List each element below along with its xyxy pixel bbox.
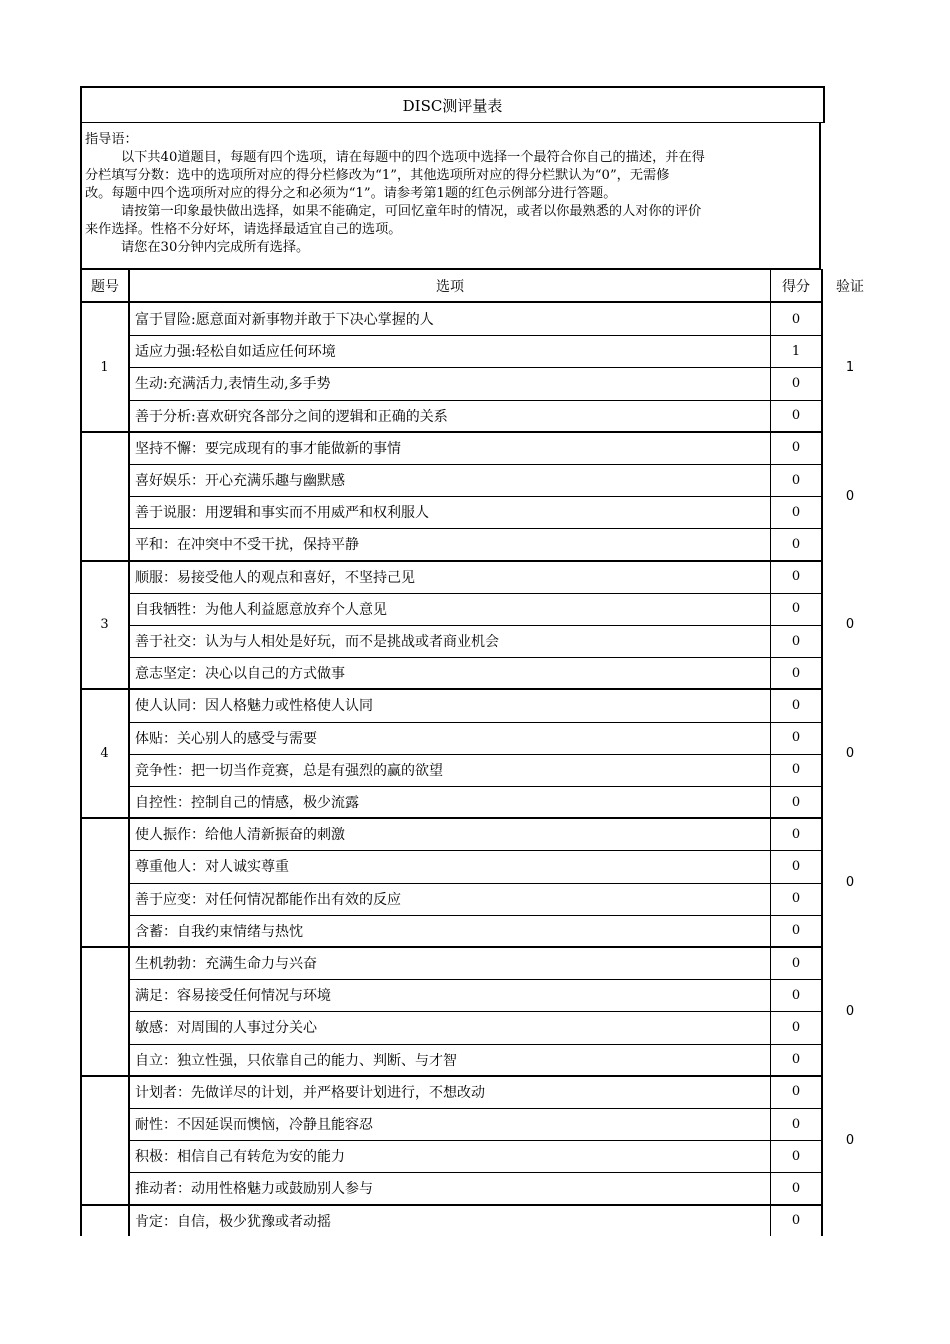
grid-line [129,1108,823,1109]
grid-line [770,432,771,561]
option-text: 善于说服：用逻辑和事实而不用威严和权利服人 [135,505,429,522]
grid-line [129,593,823,594]
verify-value: 0 [845,488,855,504]
score-cell[interactable]: 0 [791,633,801,649]
score-cell[interactable]: 0 [791,987,801,1003]
instructions-line: 改。每题中四个选项所对应的得分之和必须为“1”。请参考第1题的红色示例部分进行答题。 [85,186,617,201]
score-cell[interactable]: 0 [791,665,801,681]
grid-line [129,367,823,368]
option-text: 顺服：易接受他人的观点和喜好，不坚持己见 [135,569,415,586]
header-option: 选项 [436,279,464,295]
verify-value: 0 [845,746,855,762]
grid-line [129,400,823,401]
verify-value: 0 [845,1003,855,1019]
grid-line [770,689,771,818]
verify-value: 0 [845,875,855,891]
option-text: 生动:充满活力,表情生动,多手势 [135,376,331,393]
grid-line [129,883,823,884]
score-cell[interactable]: 0 [791,1019,801,1035]
verify-value: 0 [845,617,855,633]
instructions-line: 来作选择。性格不分好坏，请选择最适宜自己的选项。 [85,222,402,237]
option-text: 推动者：动用性格魅力或鼓励别人参与 [135,1181,373,1198]
option-text: 自立：独立性强，只依靠自己的能力、判断、与才智 [135,1052,457,1069]
grid-line [770,303,771,432]
option-text: 善于社交：认为与人相处是好玩，而不是挑战或者商业机会 [135,634,499,651]
grid-line [128,303,130,432]
score-cell[interactable]: 0 [791,1213,801,1229]
instructions-line: 请您在30分钟内完成所有选择。 [121,240,310,255]
grid-line [128,818,130,947]
grid-line [128,1205,130,1236]
grid-line [129,464,823,465]
grid-line [821,947,823,1076]
grid-line [129,657,823,658]
instructions [80,122,821,269]
score-cell[interactable]: 0 [791,311,801,327]
grid-line [80,947,82,1076]
score-cell[interactable]: 0 [791,536,801,552]
score-cell[interactable]: 0 [791,1052,801,1068]
grid-line [128,561,130,690]
question-number [80,432,129,561]
score-cell[interactable]: 0 [791,1148,801,1164]
option-text: 自我牺牲：为他人利益愿意放弃个人意见 [135,601,387,618]
score-cell[interactable]: 0 [791,569,801,585]
score-cell[interactable]: 0 [791,504,801,520]
score-cell[interactable]: 1 [791,343,801,359]
option-text: 计划者：先做详尽的计划，并严格要计划进行，不想改动 [135,1084,485,1101]
grid-line [128,1076,130,1205]
option-text: 富于冒险:愿意面对新事物并敢于下决心掌握的人 [135,312,434,329]
score-cell[interactable]: 0 [791,858,801,874]
option-text: 自控性：控制自己的情感，极少流露 [135,795,359,812]
score-cell[interactable]: 0 [791,891,801,907]
instructions-label: 指导语： [85,132,138,147]
grid-line [80,269,823,270]
option-text: 坚持不懈：要完成现有的事才能做新的事情 [135,440,401,457]
option-text: 满足：容易接受任何情况与环境 [135,988,331,1005]
question-number [80,818,129,947]
grid-line [128,947,130,1076]
score-cell[interactable]: 0 [791,472,801,488]
grid-line [80,1205,82,1236]
score-cell[interactable]: 0 [791,1084,801,1100]
grid-line [770,1205,771,1236]
grid-line [770,269,771,302]
instructions-line: 以下共40道题目，每题有四个选项，请在每题中的四个选项中选择一个最符合你自己的描述，并在得 [121,150,705,165]
option-text: 耐性：不因延误而懊恼，冷静且能容忍 [135,1117,373,1134]
verify-value: 0 [845,1132,855,1148]
grid-line [821,303,823,432]
score-cell[interactable]: 0 [791,730,801,746]
score-cell[interactable]: 0 [791,923,801,939]
grid-line [129,722,823,723]
option-text: 使人认同：因人格魅力或性格使人认同 [135,698,373,715]
grid-line [129,786,823,787]
grid-line [80,269,82,302]
grid-line [129,915,823,916]
grid-line [129,335,823,336]
grid-line [821,818,823,947]
option-text: 平和：在冲突中不受干扰，保持平静 [135,537,359,554]
score-cell[interactable]: 0 [791,826,801,842]
grid-line [821,269,823,302]
grid-line [129,528,823,529]
grid-line [129,754,823,755]
header-number: 题号 [91,279,119,295]
question-number [80,947,129,1076]
score-cell[interactable]: 0 [791,440,801,456]
grid-line [128,689,130,818]
header-score: 得分 [782,279,810,295]
score-cell[interactable]: 0 [791,697,801,713]
grid-line [128,432,130,561]
option-text: 尊重他人：对人诚实尊重 [135,859,289,876]
grid-line [821,432,823,561]
grid-line [128,269,130,302]
grid-line [821,561,823,690]
header-verify: 验证 [836,279,864,295]
option-text: 竞争性：把一切当作竞赛，总是有强烈的赢的欲望 [135,762,443,779]
question-number [80,1076,129,1205]
grid-line [129,1044,823,1045]
verify-value: 1 [845,359,855,375]
score-cell[interactable]: 0 [791,408,801,424]
grid-line [129,496,823,497]
score-cell[interactable]: 0 [791,1116,801,1132]
option-text: 适应力强:轻松自如适应任何环境 [135,344,336,361]
question-number [80,1205,129,1237]
grid-line [770,947,771,1076]
question-number: 3 [100,617,109,633]
grid-line [80,561,82,690]
grid-line [821,1205,823,1236]
option-text: 积极：相信自己有转危为安的能力 [135,1149,345,1166]
question-number: 4 [100,746,109,762]
grid-line [80,689,82,818]
option-text: 意志坚定：决心以自己的方式做事 [135,666,345,683]
grid-line [770,561,771,690]
option-text: 生机勃勃：充满生命力与兴奋 [135,956,317,973]
grid-line [129,625,823,626]
option-text: 肯定：自信，极少犹豫或者动摇 [135,1213,331,1230]
grid-line [80,1076,82,1205]
option-text: 善于分析:喜欢研究各部分之间的逻辑和正确的关系 [135,408,448,425]
grid-line [129,1172,823,1173]
instructions-line: 请按第一印象最快做出选择，如果不能确定，可回忆童年时的情况，或者以你最熟悉的人对你的评价 [121,204,702,219]
grid-line [129,850,823,851]
sheet-title: DISC测评量表 [80,86,825,123]
grid-line [80,818,82,947]
grid-line [129,1140,823,1141]
grid-line [770,1076,771,1205]
score-cell[interactable]: 0 [791,375,801,391]
score-cell[interactable]: 0 [791,794,801,810]
option-text: 喜好娱乐：开心充满乐趣与幽默感 [135,473,345,490]
score-cell[interactable]: 0 [791,1180,801,1196]
option-text: 使人振作：给他人清新振奋的刺激 [135,827,345,844]
question-number: 1 [100,359,109,375]
grid-line [80,303,82,432]
score-cell[interactable]: 0 [791,762,801,778]
option-text: 体贴：关心别人的感受与需要 [135,730,317,747]
score-cell[interactable]: 0 [791,601,801,617]
grid-line [129,979,823,980]
option-text: 善于应变：对任何情况都能作出有效的反应 [135,891,401,908]
grid-line [770,818,771,947]
score-cell[interactable]: 0 [791,955,801,971]
grid-line [821,689,823,818]
option-text: 含蓄：自我约束情绪与热忱 [135,923,303,940]
grid-line [821,1076,823,1205]
instructions-line: 分栏填写分数：选中的选项所对应的得分栏修改为“1”，其他选项所对应的得分栏默认为“0”，无需修 [85,168,670,183]
grid-line [80,432,82,561]
option-text: 敏感：对周围的人事过分关心 [135,1020,317,1037]
grid-line [129,1011,823,1012]
